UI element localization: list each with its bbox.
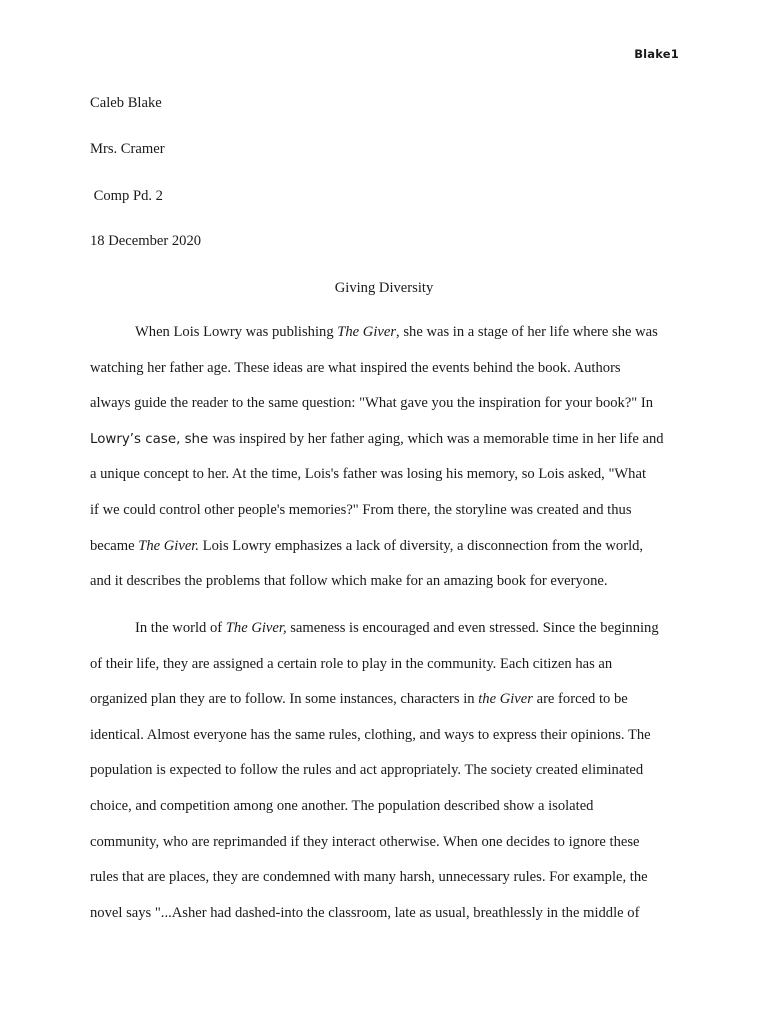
- paragraph-line: novel says "...Asher had dashed-into the classroom, late as usual, breathlessly in the middle of: [90, 904, 640, 921]
- paragraph-line: In the world of The Giver, sameness is encouraged and even stressed. Since the beginning: [135, 620, 659, 636]
- paragraph-line: a unique concept to her. At the time, Lois's father was losing his memory, so Lois asked, "What: [90, 466, 647, 483]
- teacher-name: Mrs. Cramer: [90, 141, 165, 157]
- book-title: the Giver: [478, 691, 533, 708]
- paragraph-line: Lowry’s case, she was inspired by her father aging, which was a memorable time in her life and: [90, 430, 664, 447]
- paragraph-line: choice, and competition among one another. The population described show a isolated: [90, 797, 594, 814]
- paragraph-line: always guide the reader to the same question: "What gave you the inspiration for your book?" In: [90, 395, 654, 412]
- paragraph-line: organized plan they are to follow. In some instances, characters in the Giver are forced to be: [90, 691, 628, 708]
- paragraph-line: and it describes the problems that follow which make for an amazing book for everyone.: [90, 573, 608, 590]
- paragraph-line: of their life, they are assigned a certain role to play in the community. Each citizen has an: [90, 655, 613, 672]
- paragraph-line: watching her father age. These ideas are what inspired the events behind the book. Authors: [90, 359, 621, 376]
- paragraph-line: When Lois Lowry was publishing The Giver, she was in a stage of her life where she was: [135, 324, 658, 340]
- essay-date: 18 December 2020: [90, 233, 202, 249]
- paragraph-1: [90, 315, 678, 600]
- student-name: Caleb Blake: [90, 95, 162, 111]
- paragraph-line: identical. Almost everyone has the same rules, clothing, and ways to express their opinions. The: [90, 726, 651, 743]
- paragraph-2: [90, 611, 678, 931]
- paragraph-line: rules that are places, they are condemned with many harsh, unnecessary rules. For example, the: [90, 869, 648, 886]
- book-title: The Giver,: [225, 620, 287, 636]
- essay-title: Giving Diversity: [334, 280, 434, 296]
- running-head: Blake1: [634, 47, 679, 61]
- paragraph-line: if we could control other people's memories?" From there, the storyline was created and thus: [90, 501, 632, 518]
- paragraph-line: population is expected to follow the rules and act appropriately. The society created eliminated: [90, 762, 644, 779]
- book-title: The Giver.: [138, 537, 200, 554]
- paragraph-line: community, who are reprimanded if they interact otherwise. When one decides to ignore these: [90, 833, 640, 850]
- book-title: The Giver: [337, 324, 397, 340]
- paragraph-line: became The Giver. Lois Lowry emphasizes a lack of diversity, a disconnection from the world,: [90, 537, 644, 554]
- course-name: Comp Pd. 2: [90, 188, 163, 204]
